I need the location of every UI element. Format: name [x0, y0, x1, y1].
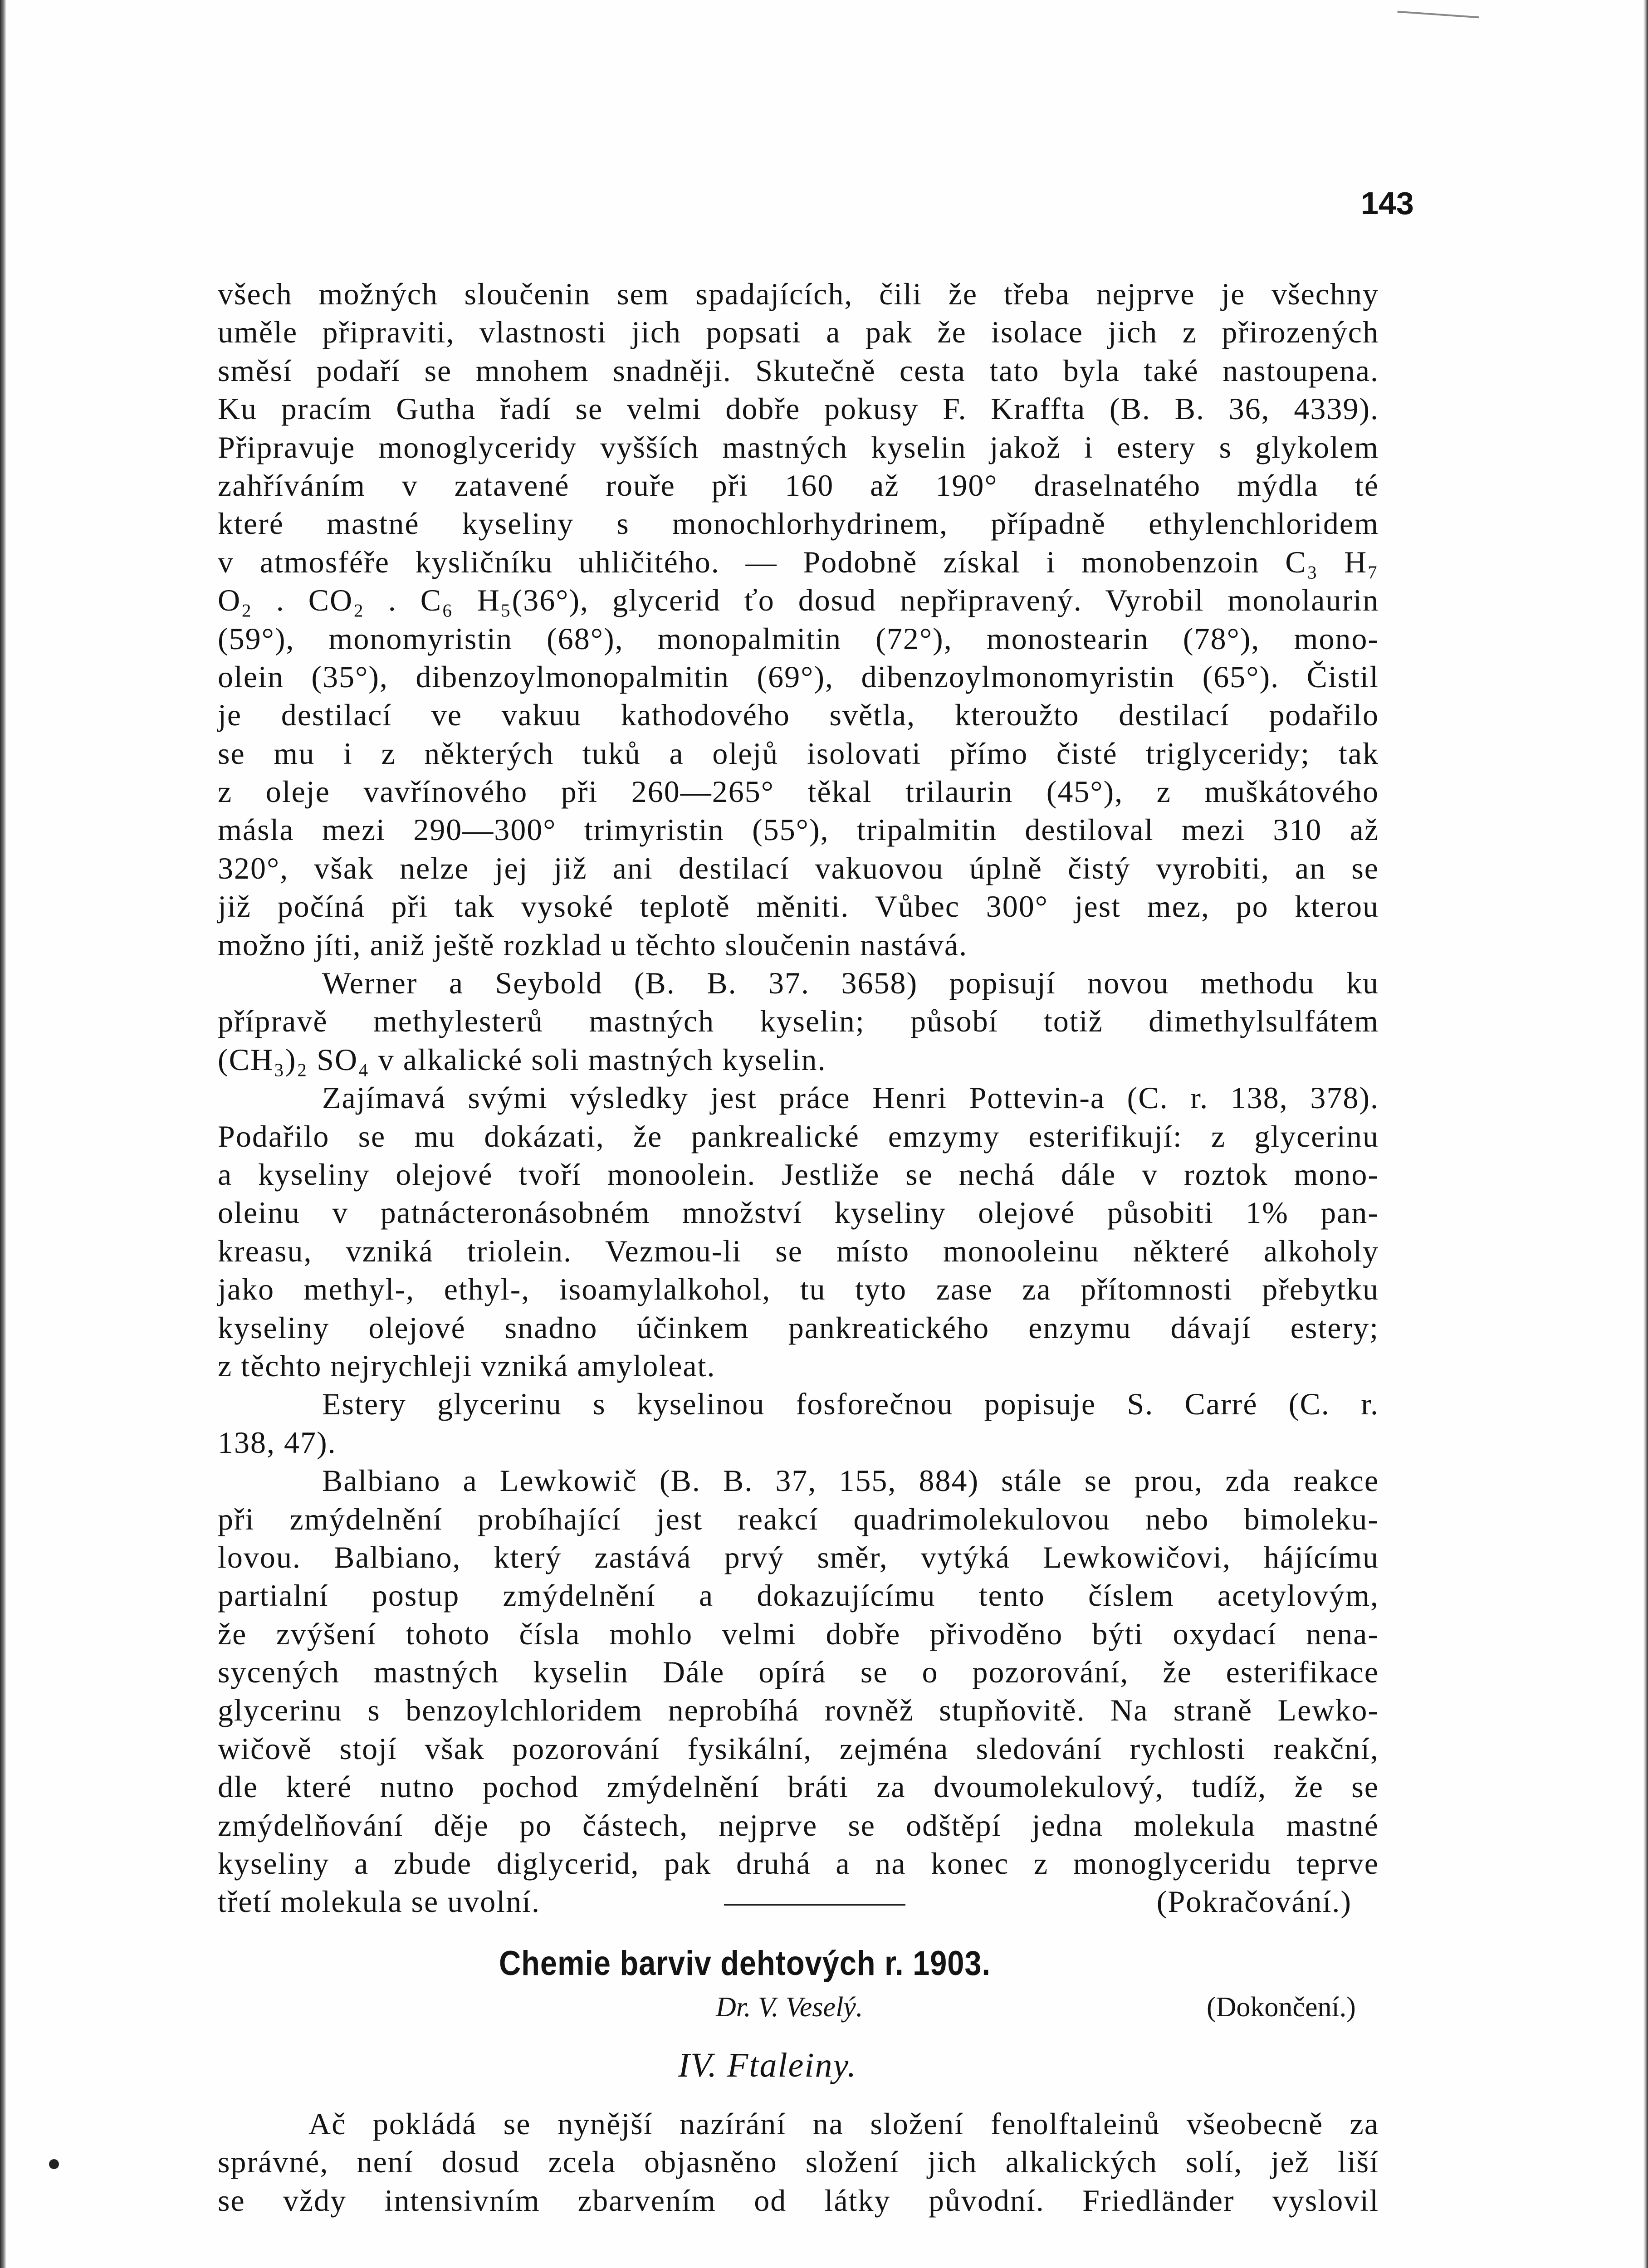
text-line: z těchto nejrychleji vzniká amyloleat. — [218, 1348, 716, 1383]
article-title: Chemie barviv dehtových r. 1903. — [499, 1944, 991, 1983]
text-line: kyseliny olejové snadno účinkem pankreatického enzymu dávají estery; — [218, 1310, 1379, 1345]
text-line: přípravě methylesterů mastných kyselin; působí totiž dimethylsulfátem — [218, 1004, 1379, 1039]
text-line: Podařilo se mu dokázati, že pankrealické emzymy esterifikují: z glycerinu — [218, 1119, 1379, 1154]
text-line: se mu i z některých tuků a olejů isolovati přímo čisté triglyceridy; tak — [218, 736, 1379, 771]
text-line: možno jíti, aniž ještě rozklad u těchto sloučenin nastává. — [218, 927, 968, 962]
text-line: sycených mastných kyselin Dále opírá se o pozorování, že esterifikace — [218, 1655, 1379, 1690]
continuation-note: (Pokračování.) — [1156, 1884, 1352, 1919]
text-line: zahříváním v zatavené rouře při 160 až 190° draselnatého mýdla té — [218, 468, 1379, 503]
text-line: které mastné kyseliny s monochlorhydrinem, případně ethylenchloridem — [218, 506, 1379, 541]
text-line: O₂ . CO₂ . C₆ H₅(36°), glycerid ťo dosud nepřipravený. Vyrobil monolaurin — [218, 583, 1379, 618]
text-line: partialní postup zmýdelnění a dokazujícímu tento číslem acetylovým, — [218, 1578, 1379, 1613]
text-line: lovou. Balbiano, který zastává prvý směr, vytýká Lewkowičovi, hájícímu — [218, 1540, 1379, 1574]
text-line: oleinu v patnácteronásobném množství kyseliny olejové působiti 1% pan- — [218, 1195, 1379, 1230]
text-line: Estery glycerinu s kyselinou fosforečnou popisuje S. Carré (C. r. — [322, 1387, 1379, 1422]
text-line: zmýdelňování děje po částech, nejprve se odštěpí jedna molekula mastné — [218, 1808, 1379, 1843]
text-line: olein (35°), dibenzoylmonopalmitin (69°), dibenzoylmonomyristin (65°). Čistil — [218, 659, 1379, 694]
text-line: správné, není dosud zcela objasněno složení jich alkalických solí, jež liší — [218, 2145, 1379, 2180]
corner-mark — [1397, 11, 1479, 23]
text-line: již počíná při tak vysoké teplotě měniti. Vůbec 300° jest mez, po kterou — [218, 889, 1379, 924]
text-line: při zmýdelnění probíhající jest reakcí quadrimolekulovou nebo bimoleku- — [218, 1501, 1379, 1536]
text-line: kreasu, vzniká triolein. Vezmou-li se místo monooleinu některé alkoholy — [218, 1233, 1379, 1268]
text-line: glycerinu s benzoylchloridem neprobíhá rovněž stupňovitě. Na straně Lewko- — [218, 1693, 1379, 1728]
text-line: je destilací ve vakuu kathodového světla, kteroužto destilací podařilo — [218, 698, 1379, 733]
text-line: 320°, však nelze jej již ani destilací vakuovou úplně čistý vyrobiti, an se — [218, 850, 1379, 885]
text-line: Balbiano a Lewkowič (B. B. 37, 155, 884) stále se prou, zda reakce — [322, 1463, 1379, 1498]
article-author — [716, 1991, 863, 2024]
text-line: Werner a Seybold (B. B. 37. 3658) popisují novou methodu ku — [322, 966, 1379, 1001]
text-line: v atmosféře kysličníku uhličitého. — Podobně získal i monobenzoin C₃ H₇ — [218, 544, 1379, 579]
text-line: že zvýšení tohoto čísla mohlo velmi dobře přivoděno býti oxydací nena- — [218, 1616, 1379, 1651]
article-dyes-body — [218, 2105, 1379, 2219]
text-line: wičově stojí však pozorování fysikální, zejména sledování rychlosti reakční, — [218, 1731, 1379, 1766]
text-line: Ku pracím Gutha řadí se velmi dobře pokusy F. Kraffta (B. B. 36, 4339). — [218, 391, 1379, 426]
text-line: (CH₃)₂ SO₄ v alkalické soli mastných kyselin. — [218, 1042, 826, 1077]
text-line: a kyseliny olejové tvoří monoolein. Jestliže se nechá dále v roztok mono- — [218, 1157, 1379, 1192]
page-number: 143 — [1361, 186, 1414, 221]
section-heading: IV. Ftaleiny. — [678, 2046, 857, 2084]
text-line: jako methyl-, ethyl-, isoamylalkohol, tu tyto zase za přítomnosti přebytku — [218, 1272, 1379, 1307]
author-name: Dr. V. Veselý. — [716, 1992, 863, 2023]
text-line: všech možných sloučenin sem spadajících, čili že třeba nejprve je všechny — [218, 277, 1379, 311]
text-line-final — [218, 1882, 1379, 1921]
text-line: (59°), monomyristin (68°), monopalmitin (72°), monostearin (78°), mono- — [218, 621, 1379, 656]
text-line: Ač pokládá se nynější nazírání na složení fenolftaleinů všeobecně za — [308, 2107, 1379, 2141]
text-line: dle které nutno pochod zmýdelnění bráti za dvoumolekulový, tudíž, že se — [218, 1769, 1379, 1804]
article-fats-body — [218, 275, 1379, 1921]
page-edge-left — [0, 0, 6, 2268]
text-line: másla mezi 290—300° trimyristin (55°), tripalmitin destiloval mezi 310 až — [218, 812, 1379, 847]
concluded-note: (Dokončení.) — [1207, 1992, 1356, 2023]
section-divider — [724, 1904, 905, 1906]
text-line: se vždy intensivním zbarvením od látky původní. Friedländer vyslovil — [218, 2183, 1379, 2218]
text-line-final-text: třetí molekula se uvolní. — [218, 1884, 540, 1919]
text-line: kyseliny a zbude diglycerid, pak druhá a na konec z monoglyceridu teprve — [218, 1846, 1379, 1881]
text-line: Připravuje monoglyceridy vyšších mastných kyselin jakož i estery s glykolem — [218, 430, 1379, 464]
text-line: z oleje vavřínového při 260—265° těkal trilaurin (45°), z muškátového — [218, 774, 1379, 809]
text-line: směsí podaří se mnohem snadněji. Skutečně cesta tato byla také nastoupena. — [218, 353, 1379, 388]
text-line: 138, 47). — [218, 1425, 337, 1460]
text-line: uměle připraviti, vlastnosti jich popsati a pak že isolace jich z přirozených — [218, 315, 1379, 350]
margin-dot — [49, 2159, 59, 2169]
page-edge-right — [1643, 0, 1648, 2268]
text-line: Zajímavá svými výsledky jest práce Henri Pottevin-a (C. r. 138, 378). — [322, 1080, 1379, 1115]
